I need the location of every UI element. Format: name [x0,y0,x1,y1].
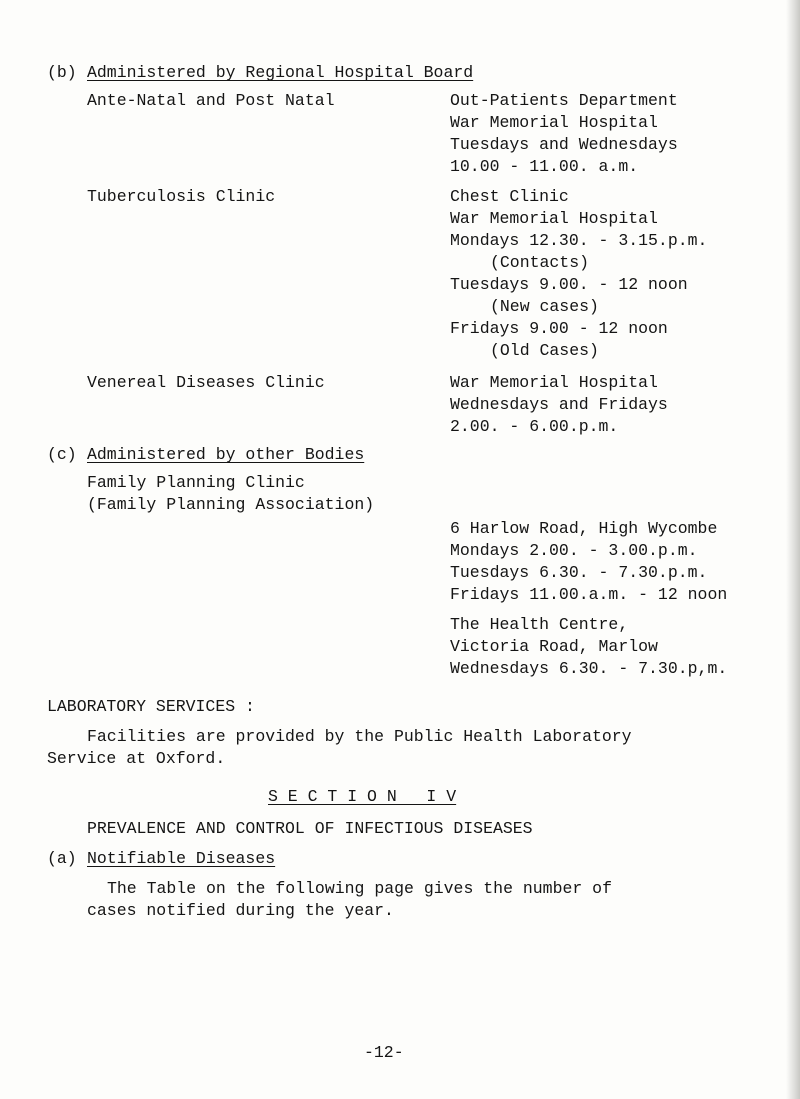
laboratory-line-1: Facilities are provided by the Public Health Laboratory [87,727,632,746]
tuberculosis-label: Tuberculosis Clinic [87,187,276,206]
ante-natal-line-3: Tuesdays and Wednesdays [450,135,678,154]
section-iv-line-2: cases notified during the year. [87,901,394,920]
family-planning-label: Family Planning Clinic [87,473,305,492]
family-planning-sublabel: (Family Planning Association) [87,495,375,514]
harlow-line-1: 6 Harlow Road, High Wycombe [450,519,718,538]
harlow-line-2: Mondays 2.00. - 3.00.p.m. [450,541,698,560]
section-iv-title: S E C T I O N I V [268,787,457,806]
ante-natal-label: Ante-Natal and Post Natal [87,91,335,110]
section-c-heading: Administered by other Bodies [87,445,365,464]
page-number: -12- [364,1043,404,1062]
venereal-line-3: 2.00. - 6.00.p.m. [450,417,619,436]
section-b-marker: (b) [47,63,77,82]
ante-natal-line-1: Out-Patients Department [450,91,678,110]
tuberculosis-line-5: Tuesdays 9.00. - 12 noon [450,275,688,294]
tuberculosis-line-1: Chest Clinic [450,187,569,206]
ante-natal-line-4: 10.00 - 11.00. a.m. [450,157,639,176]
harlow-line-4: Fridays 11.00.a.m. - 12 noon [450,585,728,604]
tuberculosis-line-3: Mondays 12.30. - 3.15.p.m. [450,231,708,250]
venereal-label: Venereal Diseases Clinic [87,373,325,392]
laboratory-line-2: Service at Oxford. [47,749,226,768]
section-c-marker: (c) [47,445,77,464]
marlow-line-3: Wednesdays 6.30. - 7.30.p,m. [450,659,728,678]
tuberculosis-line-4: (Contacts) [490,253,590,272]
section-iv-line-1: The Table on the following page gives the number of [107,879,612,898]
marlow-line-2: Victoria Road, Marlow [450,637,658,656]
harlow-line-3: Tuesdays 6.30. - 7.30.p.m. [450,563,708,582]
page-edge-shadow [786,0,800,1099]
laboratory-heading: LABORATORY SERVICES : [47,697,255,716]
ante-natal-line-2: War Memorial Hospital [450,113,658,132]
venereal-line-1: War Memorial Hospital [450,373,658,392]
section-b-heading: Administered by Regional Hospital Board [87,63,474,82]
venereal-line-2: Wednesdays and Fridays [450,395,668,414]
tuberculosis-line-2: War Memorial Hospital [450,209,658,228]
section-iv-marker: (a) [47,849,77,868]
tuberculosis-line-8: (Old Cases) [490,341,599,360]
marlow-line-1: The Health Centre, [450,615,629,634]
section-iv-heading: Notifiable Diseases [87,849,276,868]
section-iv-subtitle: PREVALENCE AND CONTROL OF INFECTIOUS DISEASES [87,819,533,838]
tuberculosis-line-7: Fridays 9.00 - 12 noon [450,319,668,338]
tuberculosis-line-6: (New cases) [490,297,599,316]
